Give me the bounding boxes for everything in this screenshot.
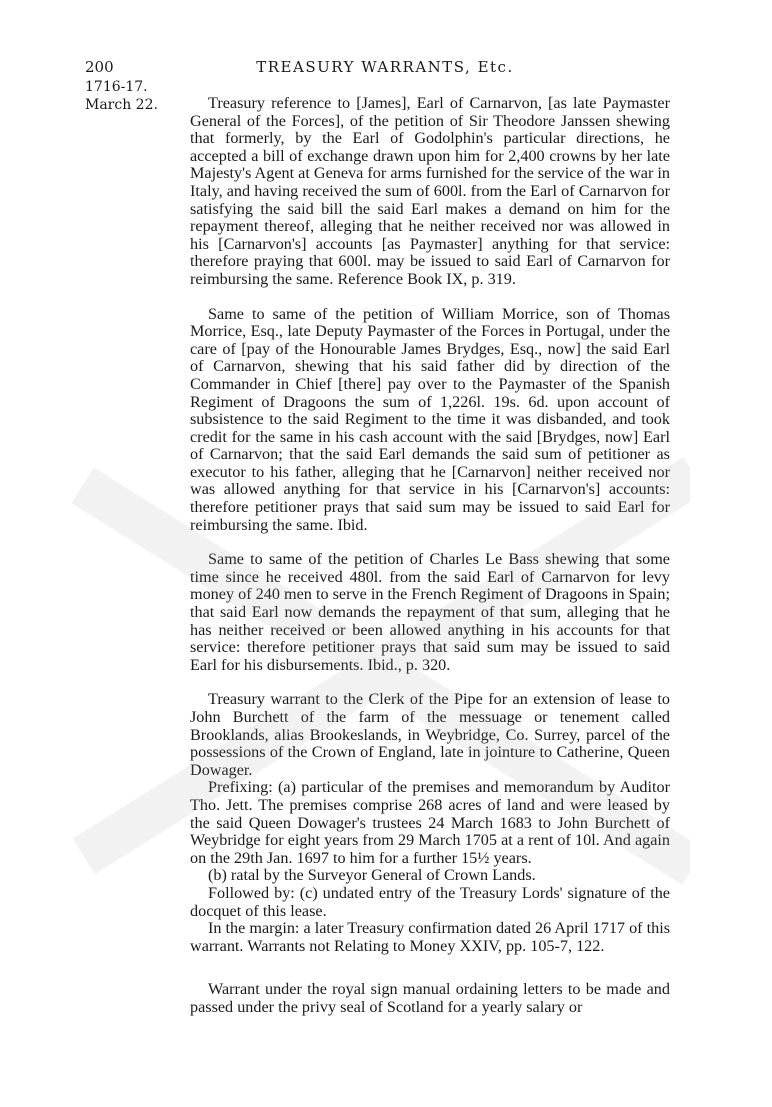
sub-entry: In the margin: a later Treasury confirmation dated 26 April 1717 of this warrant. Warrants not Relating to Money XXIV, pp. 105-7, 122. [190,919,670,955]
running-title: TREASURY WARRANTS, Etc. [256,58,514,76]
page-number: 200 [85,58,114,76]
margin-date: March 22. [85,97,158,113]
sub-entry: (b) ratal by the Surveyor General of Crown Lands. [208,866,536,885]
sub-entry: Followed by: (c) undated entry of the Treasury Lords' signature of the docquet of this lease. [190,883,670,920]
entry-paragraph: Treasury warrant to the Clerk of the Pipe for an extension of lease to John Burchett of the farm of the messuage or tenement called Brooklands, alias Brookeslands, in Weybridge, Co. Surrey, parcel of the possessions of the Crown of England, late in jointure to Catherine, Queen Dowager. [190,690,670,779]
sub-entry: Prefixing: (a) particular of the premises and memorandum by Auditor Tho. Jett. The premises comprise 268 acres of land and were leased by the said Queen Dowager's trustees 24 March 1683 to John Burchett of Weybridge for eight years from 29 March 1705 at a rent of 10l. And again on the 29th Jan. 1697 to him for a further 15½ years. [190,778,670,867]
entry-paragraph: Warrant under the royal sign manual ordaining letters to be made and passed under the privy seal of Scotland for a yearly salary or [190,980,670,1016]
entry-paragraph: Same to same of the petition of Charles Le Bass shewing that some time since he received 480l. from the said Earl of Carnarvon for levy money of 240 men to serve in the French Regiment of Dragoons in Spain; that said Earl now demands the repayment of that sum, alleging that he has neither received or been allowed anything in his accounts for that service: therefore petitioner prays that said sum may be issued to said Earl for his disbursements. Ibid., p. 320. [190,550,670,674]
page-header [85,58,685,80]
entry-paragraph: Treasury reference to [James], Earl of Carnarvon, [as late Paymaster General of the Forces], of the petition of Sir Theodore Janssen shewing that formerly, by the Earl of Godolphin's particular directions, he accepted a bill of exchange drawn upon him for 2,400 crowns by her late Majesty's Agent at Geneva for arms furnished for the service of the war in Italy, and having received the sum of 600l. from the Earl of Carnarvon for satisfying the said bill the said Earl makes a demand on him for the repayment thereof, alleging that he neither received nor was allowed in his [Carnarvon's] accounts [as Paymaster] anything for that service: therefore praying that 600l. may be issued to said Earl of Carnarvon for reimbursing the same. Reference Book IX, p. 319. [190,94,670,288]
body-text [190,95,670,1017]
margin-year: 1716-17. [85,79,148,95]
entry-paragraph: Same to same of the petition of William Morrice, son of Thomas Morrice, Esq., late Deputy Paymaster of the Forces in Portugal, under the care of [pay of the Honourable James Brydges, Esq., now] the said Earl of Carnarvon, shewing that his said father did by direction of the Commander in Chief [there] pay over to the Paymaster of the Spanish Regiment of Dragoons the sum of 1,226l. 19s. 6d. upon account of subsistence to the said Regiment to the time it was disbanded, and took credit for the same in his cash account with the said [Brydges, now] Earl of Carnarvon; that the said Earl demands the said sum of petitioner as executor to his father, alleging that he [Carnarvon] neither received nor was allowed anything for that service in his [Carnarvon's] accounts: therefore petitioner prays that said sum may be issued to said Earl for reimbursing the same. Ibid. [190,304,670,534]
